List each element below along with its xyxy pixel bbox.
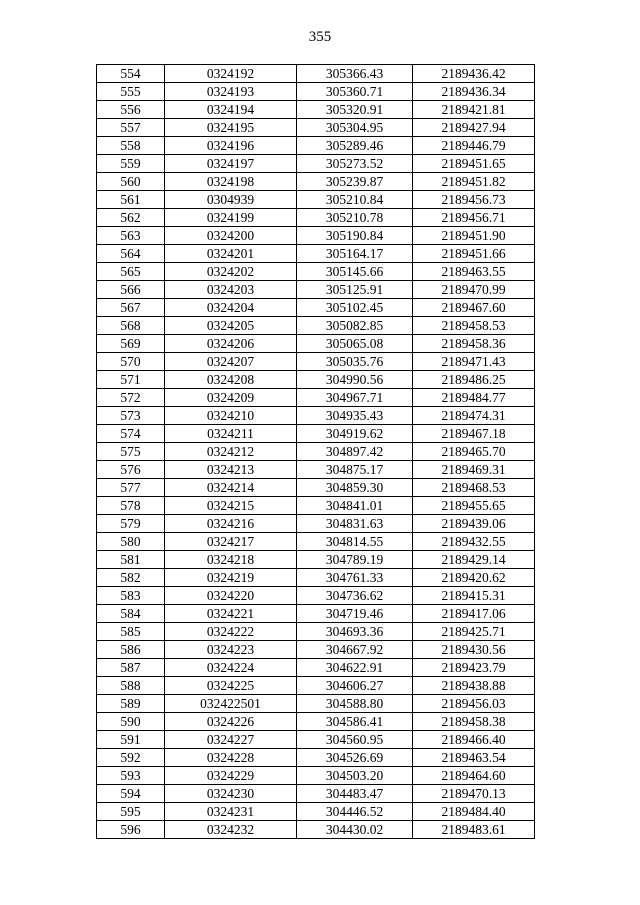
point-id-cell: 0324216 [165, 515, 297, 533]
table-row [97, 551, 535, 569]
row-index-cell: 568 [97, 317, 165, 335]
y-coordinate-cell: 2189451.82 [413, 173, 535, 191]
table-row [97, 803, 535, 821]
table-row [97, 263, 535, 281]
point-id-cell: 0324229 [165, 767, 297, 785]
point-id-cell: 0324200 [165, 227, 297, 245]
x-coordinate-cell: 304719.46 [297, 605, 413, 623]
y-coordinate-cell: 2189455.65 [413, 497, 535, 515]
point-id-cell: 0324195 [165, 119, 297, 137]
y-coordinate-cell: 2189467.60 [413, 299, 535, 317]
y-coordinate-cell: 2189463.54 [413, 749, 535, 767]
row-index-cell: 563 [97, 227, 165, 245]
x-coordinate-cell: 304875.17 [297, 461, 413, 479]
point-id-cell: 0324199 [165, 209, 297, 227]
x-coordinate-cell: 305320.91 [297, 101, 413, 119]
row-index-cell: 571 [97, 371, 165, 389]
x-coordinate-cell: 304693.36 [297, 623, 413, 641]
x-coordinate-cell: 304831.63 [297, 515, 413, 533]
x-coordinate-cell: 304859.30 [297, 479, 413, 497]
row-index-cell: 579 [97, 515, 165, 533]
row-index-cell: 557 [97, 119, 165, 137]
y-coordinate-cell: 2189456.71 [413, 209, 535, 227]
y-coordinate-cell: 2189467.18 [413, 425, 535, 443]
x-coordinate-cell: 305082.85 [297, 317, 413, 335]
table-row [97, 785, 535, 803]
x-coordinate-cell: 305164.17 [297, 245, 413, 263]
point-id-cell: 0324201 [165, 245, 297, 263]
x-coordinate-cell: 305102.45 [297, 299, 413, 317]
x-coordinate-cell: 305289.46 [297, 137, 413, 155]
y-coordinate-cell: 2189466.40 [413, 731, 535, 749]
x-coordinate-cell: 304430.02 [297, 821, 413, 839]
point-id-cell: 0324221 [165, 605, 297, 623]
row-index-cell: 562 [97, 209, 165, 227]
y-coordinate-cell: 2189463.55 [413, 263, 535, 281]
row-index-cell: 577 [97, 479, 165, 497]
x-coordinate-cell: 304526.69 [297, 749, 413, 767]
row-index-cell: 554 [97, 65, 165, 83]
point-id-cell: 0324222 [165, 623, 297, 641]
x-coordinate-cell: 305125.91 [297, 281, 413, 299]
table-row [97, 821, 535, 839]
table-body [97, 65, 535, 839]
table-row [97, 623, 535, 641]
x-coordinate-cell: 305273.52 [297, 155, 413, 173]
x-coordinate-cell: 305366.43 [297, 65, 413, 83]
point-id-cell: 0324225 [165, 677, 297, 695]
point-id-cell: 0324193 [165, 83, 297, 101]
table-row [97, 353, 535, 371]
x-coordinate-cell: 304990.56 [297, 371, 413, 389]
y-coordinate-cell: 2189458.38 [413, 713, 535, 731]
x-coordinate-cell: 305210.84 [297, 191, 413, 209]
row-index-cell: 572 [97, 389, 165, 407]
page-number: 355 [308, 29, 332, 45]
point-id-cell: 0324197 [165, 155, 297, 173]
y-coordinate-cell: 2189436.42 [413, 65, 535, 83]
point-id-cell: 0324219 [165, 569, 297, 587]
y-coordinate-cell: 2189468.53 [413, 479, 535, 497]
coordinates-table [96, 64, 535, 839]
x-coordinate-cell: 304935.43 [297, 407, 413, 425]
point-id-cell: 0324214 [165, 479, 297, 497]
y-coordinate-cell: 2189469.31 [413, 461, 535, 479]
point-id-cell: 0324226 [165, 713, 297, 731]
point-id-cell: 0324220 [165, 587, 297, 605]
table-row [97, 731, 535, 749]
point-id-cell: 0324206 [165, 335, 297, 353]
y-coordinate-cell: 2189486.25 [413, 371, 535, 389]
row-index-cell: 592 [97, 749, 165, 767]
point-id-cell: 0324202 [165, 263, 297, 281]
table-row [97, 101, 535, 119]
row-index-cell: 581 [97, 551, 165, 569]
table-row [97, 173, 535, 191]
x-coordinate-cell: 304897.42 [297, 443, 413, 461]
row-index-cell: 588 [97, 677, 165, 695]
table-row [97, 155, 535, 173]
row-index-cell: 576 [97, 461, 165, 479]
y-coordinate-cell: 2189420.62 [413, 569, 535, 587]
row-index-cell: 574 [97, 425, 165, 443]
x-coordinate-cell: 304622.91 [297, 659, 413, 677]
y-coordinate-cell: 2189465.70 [413, 443, 535, 461]
row-index-cell: 578 [97, 497, 165, 515]
row-index-cell: 596 [97, 821, 165, 839]
row-index-cell: 585 [97, 623, 165, 641]
x-coordinate-cell: 305239.87 [297, 173, 413, 191]
x-coordinate-cell: 304814.55 [297, 533, 413, 551]
y-coordinate-cell: 2189483.61 [413, 821, 535, 839]
table-row [97, 407, 535, 425]
table-row [97, 317, 535, 335]
x-coordinate-cell: 304503.20 [297, 767, 413, 785]
table-row [97, 605, 535, 623]
point-id-cell: 0324192 [165, 65, 297, 83]
y-coordinate-cell: 2189451.66 [413, 245, 535, 263]
row-index-cell: 580 [97, 533, 165, 551]
table-row [97, 245, 535, 263]
point-id-cell: 0324194 [165, 101, 297, 119]
row-index-cell: 589 [97, 695, 165, 713]
table-row [97, 65, 535, 83]
y-coordinate-cell: 2189470.13 [413, 785, 535, 803]
row-index-cell: 565 [97, 263, 165, 281]
x-coordinate-cell: 304483.47 [297, 785, 413, 803]
point-id-cell: 0324223 [165, 641, 297, 659]
row-index-cell: 555 [97, 83, 165, 101]
table-row [97, 659, 535, 677]
y-coordinate-cell: 2189484.40 [413, 803, 535, 821]
x-coordinate-cell: 305145.66 [297, 263, 413, 281]
table-row [97, 443, 535, 461]
point-id-cell: 0324218 [165, 551, 297, 569]
table-row [97, 569, 535, 587]
row-index-cell: 590 [97, 713, 165, 731]
point-id-cell: 0324227 [165, 731, 297, 749]
point-id-cell: 0324212 [165, 443, 297, 461]
table-row [97, 371, 535, 389]
point-id-cell: 0324211 [165, 425, 297, 443]
table-row [97, 533, 535, 551]
point-id-cell: 0324224 [165, 659, 297, 677]
table-row [97, 83, 535, 101]
y-coordinate-cell: 2189471.43 [413, 353, 535, 371]
x-coordinate-cell: 305360.71 [297, 83, 413, 101]
x-coordinate-cell: 304736.62 [297, 587, 413, 605]
table-row [97, 299, 535, 317]
table-row [97, 389, 535, 407]
y-coordinate-cell: 2189439.06 [413, 515, 535, 533]
row-index-cell: 567 [97, 299, 165, 317]
table-row [97, 479, 535, 497]
point-id-cell: 0324230 [165, 785, 297, 803]
row-index-cell: 583 [97, 587, 165, 605]
table-row [97, 137, 535, 155]
y-coordinate-cell: 2189474.31 [413, 407, 535, 425]
table-row [97, 677, 535, 695]
y-coordinate-cell: 2189430.56 [413, 641, 535, 659]
x-coordinate-cell: 304789.19 [297, 551, 413, 569]
row-index-cell: 573 [97, 407, 165, 425]
point-id-cell: 0324203 [165, 281, 297, 299]
point-id-cell: 0324217 [165, 533, 297, 551]
x-coordinate-cell: 305304.95 [297, 119, 413, 137]
point-id-cell: 0324209 [165, 389, 297, 407]
x-coordinate-cell: 304560.95 [297, 731, 413, 749]
table-row [97, 461, 535, 479]
y-coordinate-cell: 2189456.73 [413, 191, 535, 209]
point-id-cell: 0324232 [165, 821, 297, 839]
x-coordinate-cell: 304967.71 [297, 389, 413, 407]
table-row [97, 119, 535, 137]
x-coordinate-cell: 305210.78 [297, 209, 413, 227]
row-index-cell: 561 [97, 191, 165, 209]
row-index-cell: 556 [97, 101, 165, 119]
row-index-cell: 591 [97, 731, 165, 749]
y-coordinate-cell: 2189423.79 [413, 659, 535, 677]
point-id-cell: 0324210 [165, 407, 297, 425]
y-coordinate-cell: 2189415.31 [413, 587, 535, 605]
point-id-cell: 0324231 [165, 803, 297, 821]
x-coordinate-cell: 305065.08 [297, 335, 413, 353]
y-coordinate-cell: 2189417.06 [413, 605, 535, 623]
point-id-cell: 0324228 [165, 749, 297, 767]
row-index-cell: 558 [97, 137, 165, 155]
row-index-cell: 587 [97, 659, 165, 677]
y-coordinate-cell: 2189436.34 [413, 83, 535, 101]
row-index-cell: 582 [97, 569, 165, 587]
y-coordinate-cell: 2189446.79 [413, 137, 535, 155]
y-coordinate-cell: 2189432.55 [413, 533, 535, 551]
table-row [97, 515, 535, 533]
x-coordinate-cell: 304667.92 [297, 641, 413, 659]
row-index-cell: 595 [97, 803, 165, 821]
table-row [97, 767, 535, 785]
x-coordinate-cell: 304919.62 [297, 425, 413, 443]
row-index-cell: 586 [97, 641, 165, 659]
x-coordinate-cell: 304446.52 [297, 803, 413, 821]
y-coordinate-cell: 2189438.88 [413, 677, 535, 695]
x-coordinate-cell: 304761.33 [297, 569, 413, 587]
x-coordinate-cell: 304606.27 [297, 677, 413, 695]
row-index-cell: 564 [97, 245, 165, 263]
row-index-cell: 560 [97, 173, 165, 191]
y-coordinate-cell: 2189425.71 [413, 623, 535, 641]
x-coordinate-cell: 304841.01 [297, 497, 413, 515]
point-id-cell: 0324196 [165, 137, 297, 155]
table-row [97, 713, 535, 731]
table-row [97, 695, 535, 713]
row-index-cell: 559 [97, 155, 165, 173]
y-coordinate-cell: 2189451.65 [413, 155, 535, 173]
point-id-cell: 0324204 [165, 299, 297, 317]
table-row [97, 209, 535, 227]
table-row [97, 191, 535, 209]
point-id-cell: 0304939 [165, 191, 297, 209]
table-row [97, 749, 535, 767]
x-coordinate-cell: 304588.80 [297, 695, 413, 713]
table-row [97, 497, 535, 515]
y-coordinate-cell: 2189429.14 [413, 551, 535, 569]
row-index-cell: 575 [97, 443, 165, 461]
table-row [97, 587, 535, 605]
point-id-cell: 0324198 [165, 173, 297, 191]
point-id-cell: 0324215 [165, 497, 297, 515]
point-id-cell: 0324207 [165, 353, 297, 371]
y-coordinate-cell: 2189451.90 [413, 227, 535, 245]
row-index-cell: 566 [97, 281, 165, 299]
row-index-cell: 594 [97, 785, 165, 803]
row-index-cell: 593 [97, 767, 165, 785]
y-coordinate-cell: 2189421.81 [413, 101, 535, 119]
y-coordinate-cell: 2189484.77 [413, 389, 535, 407]
y-coordinate-cell: 2189456.03 [413, 695, 535, 713]
x-coordinate-cell: 304586.41 [297, 713, 413, 731]
x-coordinate-cell: 305190.84 [297, 227, 413, 245]
row-index-cell: 584 [97, 605, 165, 623]
row-index-cell: 570 [97, 353, 165, 371]
table-row [97, 227, 535, 245]
point-id-cell: 0324205 [165, 317, 297, 335]
x-coordinate-cell: 305035.76 [297, 353, 413, 371]
point-id-cell: 032422501 [165, 695, 297, 713]
table-row [97, 425, 535, 443]
y-coordinate-cell: 2189427.94 [413, 119, 535, 137]
y-coordinate-cell: 2189458.53 [413, 317, 535, 335]
table-row [97, 335, 535, 353]
point-id-cell: 0324208 [165, 371, 297, 389]
y-coordinate-cell: 2189458.36 [413, 335, 535, 353]
y-coordinate-cell: 2189470.99 [413, 281, 535, 299]
table-row [97, 641, 535, 659]
point-id-cell: 0324213 [165, 461, 297, 479]
y-coordinate-cell: 2189464.60 [413, 767, 535, 785]
row-index-cell: 569 [97, 335, 165, 353]
table-row [97, 281, 535, 299]
